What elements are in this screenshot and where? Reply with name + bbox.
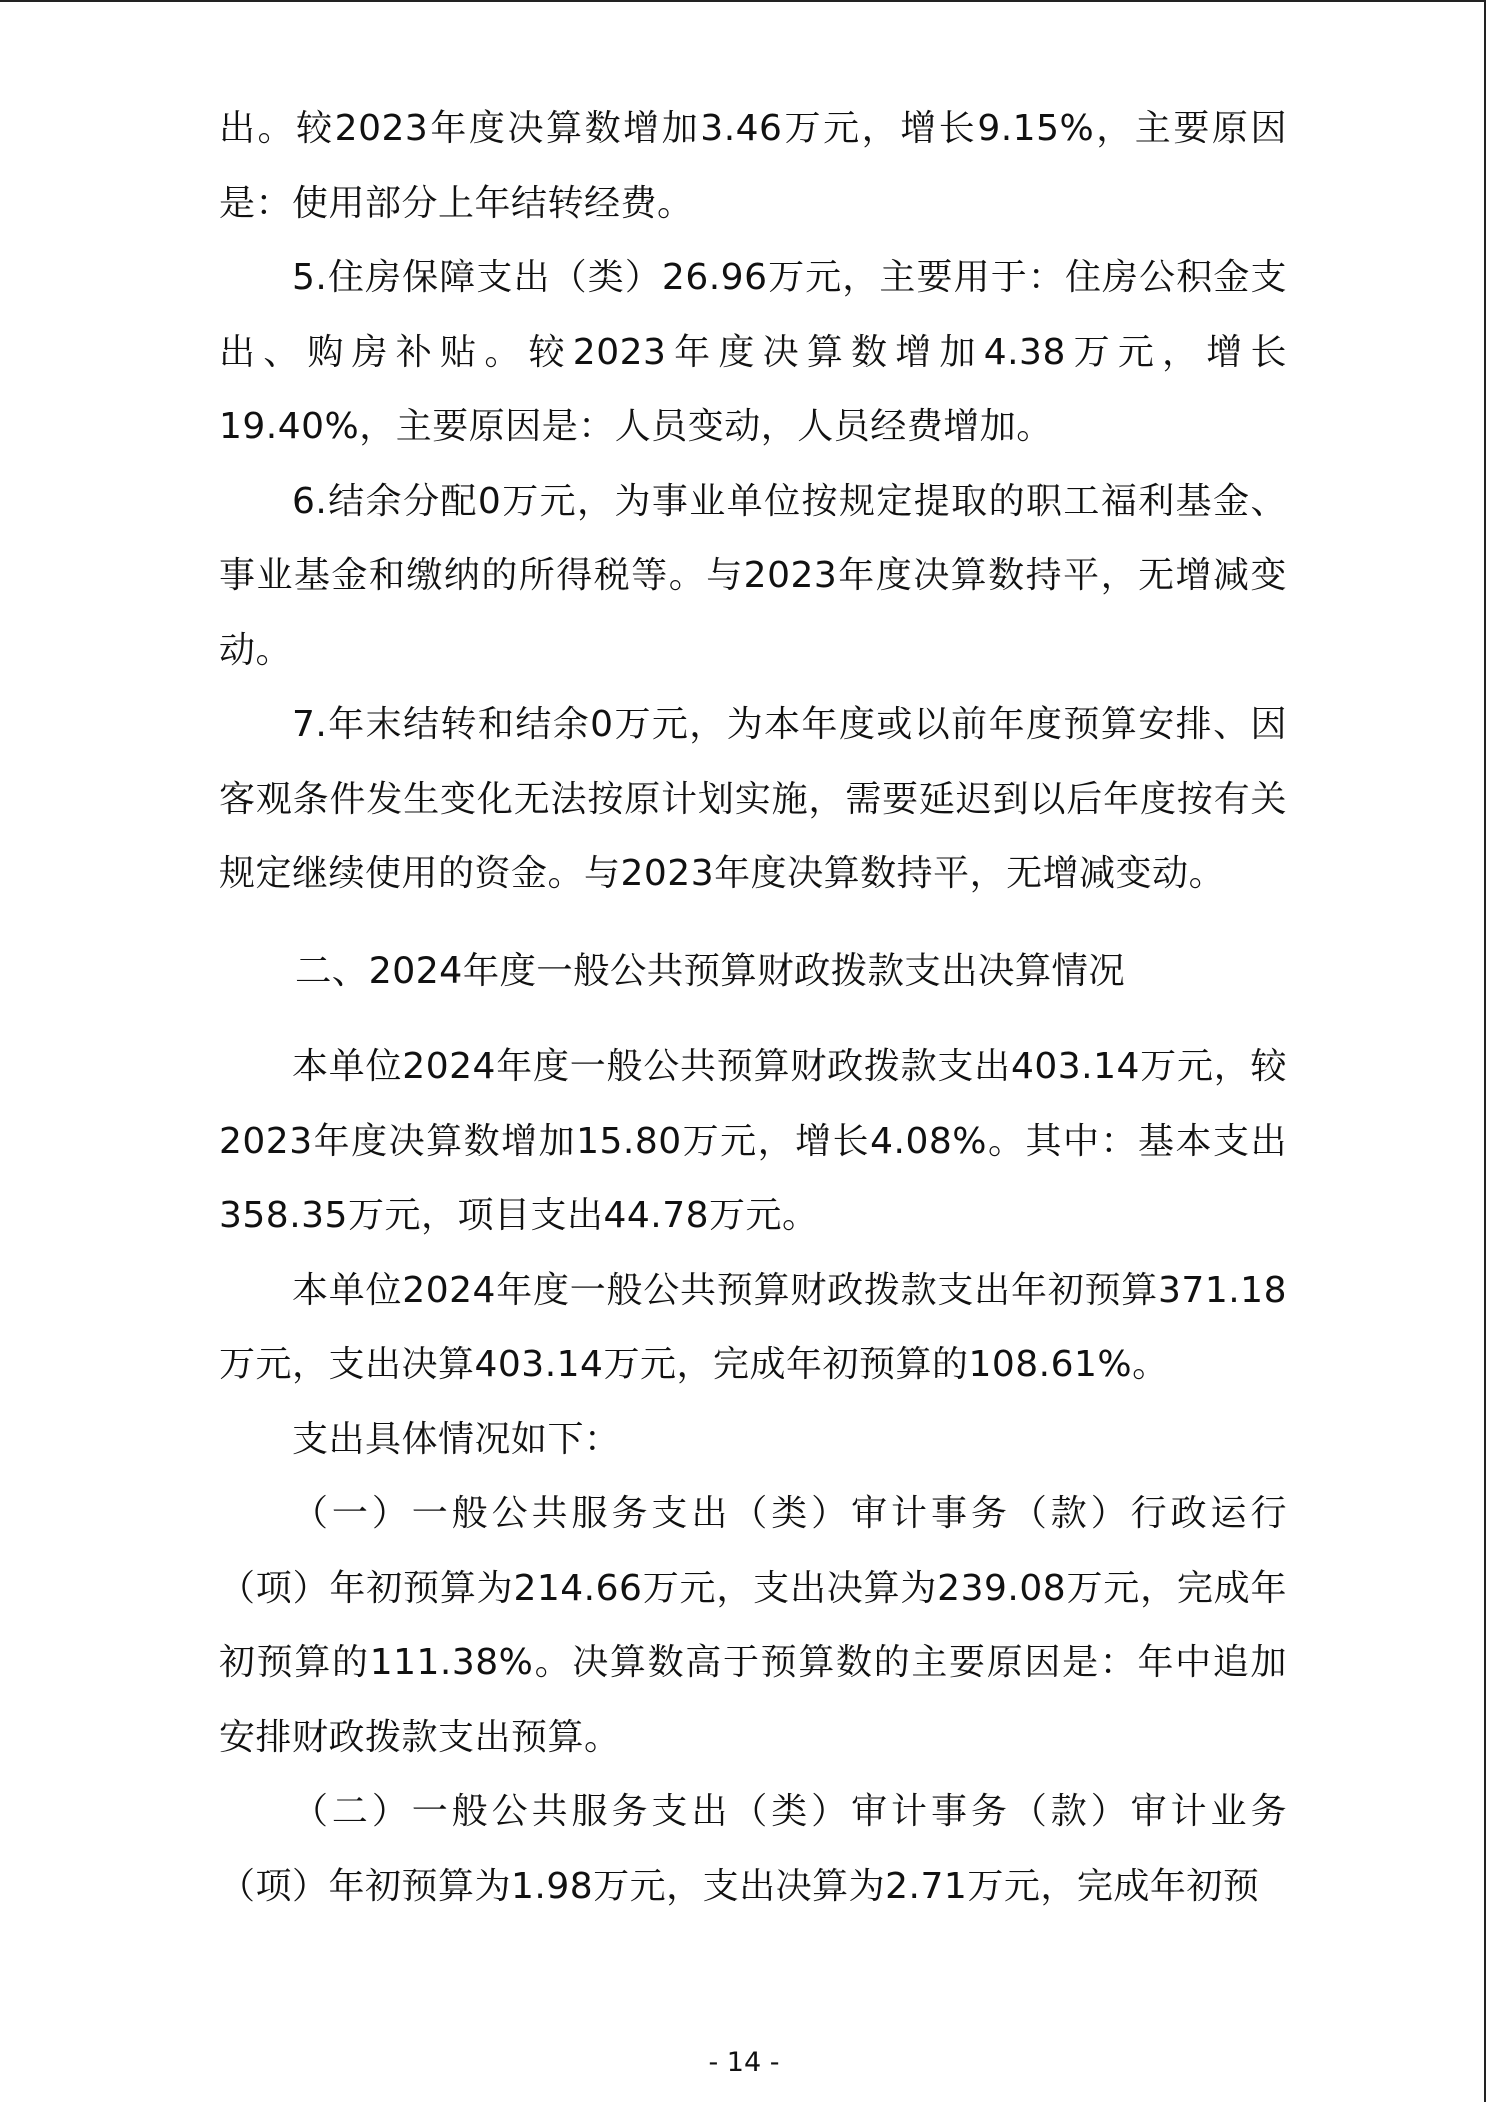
paragraph-surplus-distribution: 6.结余分配0万元，为事业单位按规定提取的职工福利基金、事业基金和缴纳的所得税等。与2023年度决算数持平，无增减变动。 bbox=[219, 480, 1287, 671]
section-heading: 二、2024年度一般公共预算财政拨款支出决算情况 bbox=[295, 948, 1126, 992]
page-number: - 14 - bbox=[708, 2047, 780, 2078]
paragraph-item-one: （一）一般公共服务支出（类）审计事务（款）行政运行（项）年初预算为214.66万元，支出决算为239.08万元，完成年初预算的111.38%。决算数高于预算数的主要原因是：年中追加安排财政拨款支出预算。 bbox=[219, 1493, 1287, 1758]
paragraph-details-intro: 支出具体情况如下： bbox=[292, 1418, 621, 1460]
paragraph-year-end-carryover: 7.年末结转和结余0万元，为本年度或以前年度预算安排、因客观条件发生变化无法按原计划实施，需要延迟到以后年度按有关规定继续使用的资金。与2023年度决算数持平，无增减变动。 bbox=[219, 704, 1287, 894]
paragraph-item-two: （二）一般公共服务支出（类）审计事务（款）审计业务（项）年初预算为1.98万元，支出决算为2.71万元，完成年初预 bbox=[219, 1791, 1287, 1907]
paragraph-budget-completion: 本单位2024年度一般公共预算财政拨款支出年初预算371.18万元，支出决算403.14万元，完成年初预算的108.61%。 bbox=[219, 1269, 1287, 1385]
paragraph-total-expense: 本单位2024年度一般公共预算财政拨款支出403.14万元，较2023年度决算数增加15.80万元，增长4.08%。其中：基本支出358.35万元，项目支出44.78万元。 bbox=[219, 1046, 1287, 1236]
paragraph-continuation: 出。较2023年度决算数增加3.46万元，增长9.15%，主要原因是：使用部分上年结转经费。 bbox=[219, 108, 1287, 224]
document-body bbox=[219, 92, 1287, 1924]
paragraph-housing-expense: 5.住房保障支出（类）26.96万元，主要用于：住房公积金支出、购房补贴。较2023年度决算数增加4.38万元，增长19.40%，主要原因是：人员变动，人员经费增加。 bbox=[219, 257, 1287, 447]
